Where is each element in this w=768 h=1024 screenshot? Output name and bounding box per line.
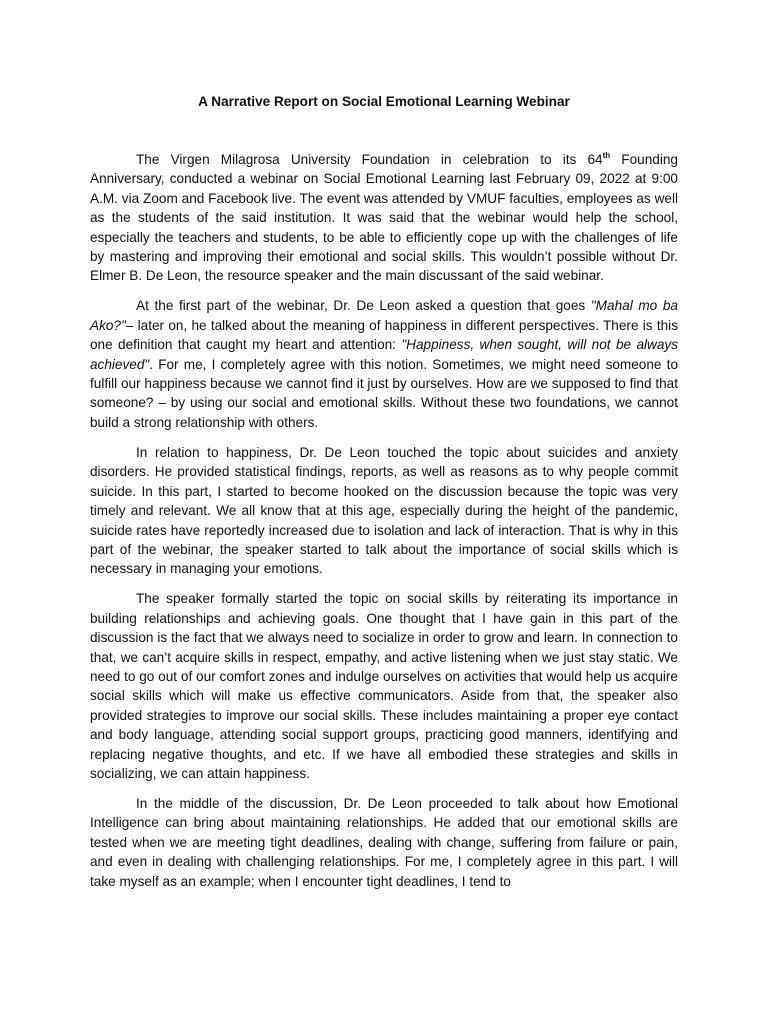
paragraph-5: In the middle of the discussion, Dr. De Leon proceeded to talk about how Emotional Intelligence can bring about maintaining relationships. He added that our emotional skills are tested when we are meeting tight deadlines, dealing with change, suffering from failure or pain, and even in dealing with challenging relationships. For me, I completely agree in this part. I will take myself as an example; when I encounter tight deadlines, I tend to xyxy=(90,795,678,889)
quote-mahal-mo-ba-ako: "Mahal mo ba Ako?" xyxy=(90,298,678,333)
quote-happiness-definition: "Happiness, when sought, will not be always achieved" xyxy=(90,337,678,372)
paragraph-3: In relation to happiness, Dr. De Leon touched the topic about suicides and anxiety disorders. He provided statistical findings, reports, as well as reasons as to why people commit suicide. In this part, I started to become hooked on the discussion because the topic was very timely and relevant. We all know that at this age, especially during the height of the pandemic, suicide rates have reportedly increased due to isolation and lack of interaction. That is why in this part of the webinar, the speaker started to talk about the importance of social skills which is necessary in managing your emotions. xyxy=(90,444,678,577)
paragraph-2-text-b: – later on, he talked about the meaning of happiness in different perspectives. There is this one definition that caught my heart and attention: xyxy=(90,317,678,353)
paragraph-1-text-a: The Virgen Milagrosa University Foundation in celebration to its 64 xyxy=(136,152,603,167)
ordinal-suffix: th xyxy=(602,151,611,160)
paragraph-4: The speaker formally started the topic on social skills by reiterating its importance in building relationships and achieving goals. One thought that I have gain in this part of the discussion is the fact that we always need to socialize in order to grow and learn. In connection to that, we can’t acquire skills in respect, empathy, and active listening when we just stay static. We need to go out of our comfort zones and indulge ourselves on activities that would help us acquire social skills which will make us effective communicators. Aside from that, the speaker also provided strategies to improve our social skills. These includes maintaining a proper eye contact and body language, attending social support groups, practicing good manners, identifying and replacing negative thoughts, and etc. If we have all embodied these strategies and skills in socializing, we can attain happiness. xyxy=(90,591,678,781)
paragraph-1 xyxy=(90,150,678,286)
document-body xyxy=(90,150,678,891)
paragraph-1-text-b: Founding Anniversary, conducted a webinar on Social Emotional Learning last February 09, 2022 at 9:00 A.M. via Zoom and Facebook live. The event was attended by VMUF faculties, employees as well as the students of the said institution. It was said that the webinar would help the school, especially the teachers and students, to be able to efficiently cope up with the challenges of life by mastering and improving their emotional and social skills. This wouldn’t possible without Dr. Elmer B. De Leon, the resource speaker and the main discussant of the said webinar. xyxy=(90,152,678,284)
paragraph-2-text-c: . For me, I completely agree with this notion. Sometimes, we might need someone to fulfill our happiness because we cannot find it just by ourselves. How are we supposed to find that someone? – by using our social and emotional skills. Without these two foundations, we cannot build a strong relationship with others. xyxy=(90,356,678,430)
document-title: A Narrative Report on Social Emotional Learning Webinar xyxy=(198,94,570,109)
paragraph-2 xyxy=(90,296,678,432)
paragraph-2-text-a: At the first part of the webinar, Dr. De Leon asked a question that goes xyxy=(136,298,591,314)
